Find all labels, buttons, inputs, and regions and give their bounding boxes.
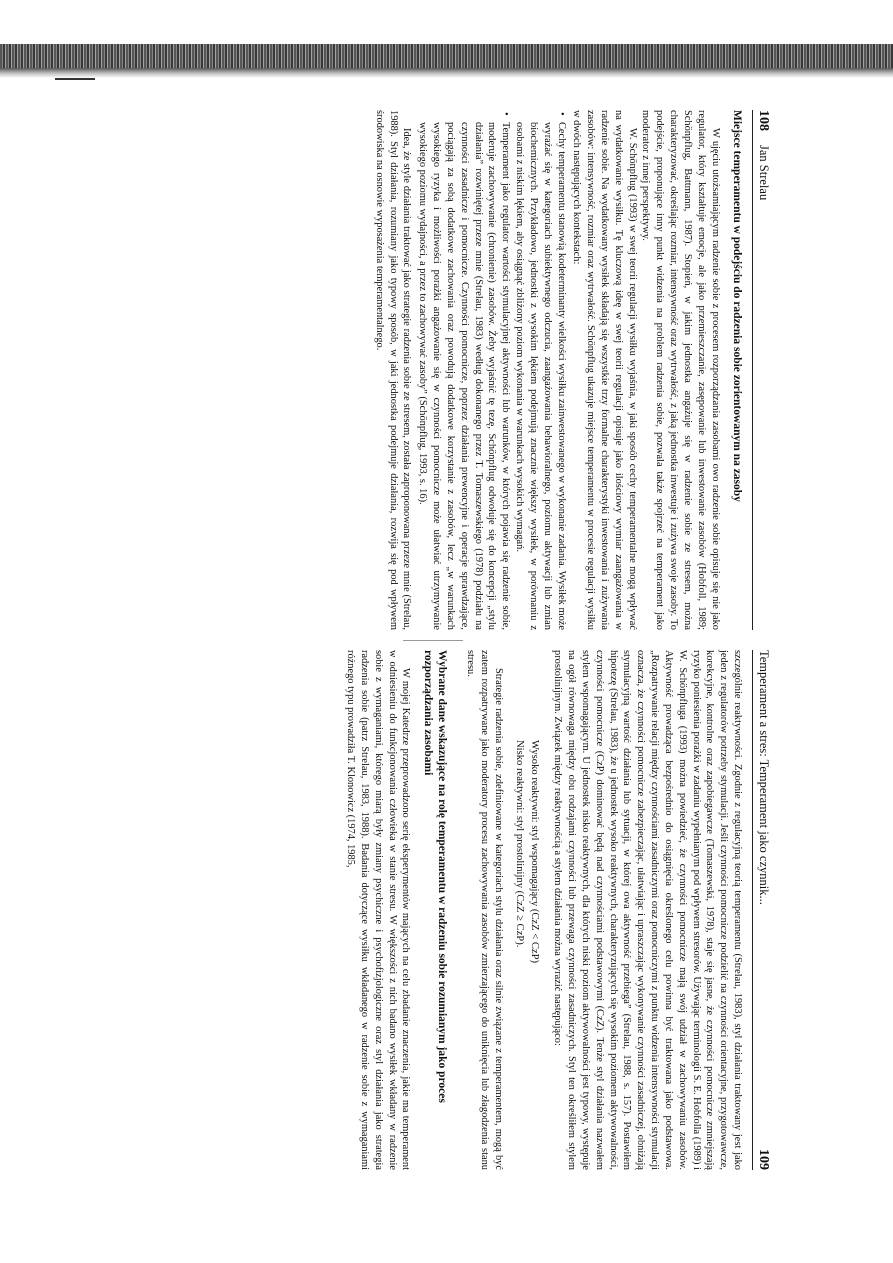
formula-high-reactive: Wysoko reaktywni: styl wspomagający (CzZ < CzP): [529, 740, 541, 964]
left-running-head: [752, 110, 771, 630]
formula-low-reactive: Nisko reaktywni: styl prostolinijny (CzZ ≥ CzP).: [513, 740, 525, 948]
left-section-heading: Miejsce temperamentu w podejściu do radzenia sobie zorientowanym na zasoby: [731, 110, 743, 502]
right-paragraph-1: szczególnie reaktywności. Zgodnie z regulacyjną teorią temperamentu (Strelau, 1983), styl działania traktowany jest jako jeden z regulatorów potrzeby stymulacji. Jeśli czynności pomocnicze podzielić na czynności orientacyjne, przygotowawcze, korekcyjne, kontrolne oraz zapobiegawcze (Tomaszewski, 1978), staje się jasne, że czynności pomocnicze zmniejszają ryzyko poniesienia porażki w zadaniu wypełnianym pod wpływem stresorów. Używając terminologii S. E. Hobfolla (1989) i W. Schönpfluga (1993) można powiedzieć, że czynności pomocnicze mają swój udział w zachowywaniu zasobów. Aktywność prowadząca bezpośrednio do osiągnięcia określonego celu powinna być traktowana jako podstawowa. „Rozpatrywanie relacji między czynnościami zasadniczymi oraz pomocniczymi z punktu widzenia intensywności stymulacji oznacza, że czynności pomocnicze zabezpieczając, ułatwiając i upraszczając wykonywanie czynności zasadniczej, obniżają stymulacyjną wartość działania lub sytuacji, w której owa aktywność przebiega” (Strelau, 1988, s. 157). Postawiłem hipotezę (Strelau, 1983), że u jednostek wysoko reaktywnych, charakteryzujących się wysokim poziomem aktywowalności, czynności pomocnicze (CzP) dominować będą nad czynnościami podstawowymi (CzZ). Tenże styl działania nazwałem stylem wspomagającym. U jednostek nisko reaktywnych, dla których niski poziom aktywowalności jest typowy, występuje na ogół równowaga między obu rodzajami czynności lub przewaga czynności zasadniczych. Styl ten określiłem stylem prostolinijnym. Związek między reaktywnością a stylem działania można wyrazić następująco:: [552, 650, 743, 1170]
right-page: [0, 650, 893, 1170]
right-section-heading: Wybrane dane wskazujące na rolę temperamentu w radzeniu sobie rozumianym jako proces rozporządzania zasobami: [421, 650, 449, 1103]
right-running-title: Temperament a stres: Temperament jako czynnik...: [757, 650, 771, 905]
left-paragraph-1: W ujęciu utożsamiającym radzenie sobie z procesem rozporządzania zasobami owo radzenie sobie opisuje się nie jako regulator, który kształtuje emocje, ale jako przemieszczanie, zasępowanie lub inwestowanie zasobów (Hobfoll, 1989; Schönpflug, Battmann, 1987). Stopień, w jakim jednostka angażuje się w radzenie sobie ze stresem, można charakteryzować, określając rozmiar, intensywność oraz wytrwałość, z jaką jednostka inwestuje i zużywa swoje zasoby. To podejście, proponujące inny punkt widzenia na problem radzenia sobie, pozwala także spojrzeć na temperament jako moderator z innej perspektywy.: [640, 110, 721, 630]
gutter-mark: [403, 640, 463, 641]
left-page: [0, 110, 893, 630]
left-paragraph-2: W. Schönpflug (1993) w swej teorii regulacji wysiłku wyjaśnia, w jaki sposób cechy temperamentalne mogą wpływać na wydatkowanie wysiłku. Tę kluczową ideę w swej teorii regulacji opisuje jako ilościowy wymiar zaangażowania w radzenie sobie. Na wydatkowany wysiłek składają się wszystkie trzy formalne charakterystyki inwestowania i zużywania zasobów: intensywność, rozmiar oraz wytrwałość. Schönpflug ukazuje miejsce temperamentu w procesie regulacji wysiłku w dwóch następujących kontekstach:: [571, 110, 638, 630]
right-paragraph-2: Strategie radzenia sobie, zdefiniowane w kategoriach stylu działania oraz silnie związane z temperamentem, mogą być zatem rozpatrywane jako moderatory procesu zachowywania zasobów zmierzającego do uniknięcia lub złagodzenia stanu stresu.: [464, 650, 504, 1170]
left-bullet-list: [415, 110, 567, 630]
formula-block: [511, 740, 543, 1170]
right-final-paragraph: W mojej Katedrze przeprowadzono serię eksperymentów mających na celu zbadanie znaczenia, jakie ma temperament w odniesieniu do funkcjonowania człowieka w stanie stresu. W większości z nich badano wysiłek wkładany w radzenie sobie z wymaganiami, którego miarą były zmiany psychiczne i psychofizjologiczne oraz styl działania jako strategia radzenia sobie (patrz Strelau, 1983, 1988). Badania dotyczące wysiłku wkładanego w radzenie sobie z wymaganiami różnego typu prowadziła T. Klonowicz (1974, 1985,: [345, 650, 412, 1170]
left-bullet-1: • Cechy temperamentu stanowią kodeterminanty wielkości wysiłku zainwestowanego w wykonanie zadania. Wysiłek może wyrażać się w kategoriach subiektywnego odczucia, zaangażowania behawioralnego, poziomu aktywacji lub zmian biochemicznych. Przykładowo, jednostki z wysokim lękiem podejmują znacznie większy wysiłek, w porównaniu z osobami z niskim lękiem, aby osiągnąć zbliżony poziom wykonania w warunkach wysokich wymagań.: [512, 122, 567, 630]
left-closing-paragraph: Idea, że style działania traktować jako strategie radzenia sobie ze stresem, została zaproponowana przeze mnie (Strelau, 1988). Styl działania, rozumiany jako typowy sposób, w jaki jednostka podejmuje działania, rozwija się pod wpływem środowiska na osnowie wyposażenia temperamentalnego.: [373, 110, 413, 630]
left-page-number: 108: [756, 110, 771, 131]
left-bullet-2: • Temperament jako regulator wartości stymulacyjnej aktywności lub warunków, w których pojawia się radzenie sobie, moderuje zachowywanie (chronienie) zasobów. Żeby wyjaśnić tę tezę, Schönpflug odwołuje się do koncepcji „stylu działania” rozwiniętej przeze mnie (Strelau, 1983) według dokonanego przez T. Tomaszewskiego (1978) podziału na czynności zasadnicze i pomocnicze. Czynności pomocnicze, poprzez działania prewencyjne i operacje sprawdzające, pociągają za sobą dodatkowe zachowania oraz powodują dodatkowe korzystanie z zasobów, lecz „w warunkach wysokiego ryzyka i możliwości porażki angażowanie się w czynności pomocnicze może ułatwiać utrzymywanie wysokiego poziomu wydajności, a przez to zachowywać zasoby” (Schönpflug, 1993, s. 16).: [415, 122, 512, 630]
left-running-title: Jan Strelau: [757, 145, 771, 201]
right-running-head: [752, 650, 771, 1170]
right-page-number: 109: [756, 1149, 771, 1170]
